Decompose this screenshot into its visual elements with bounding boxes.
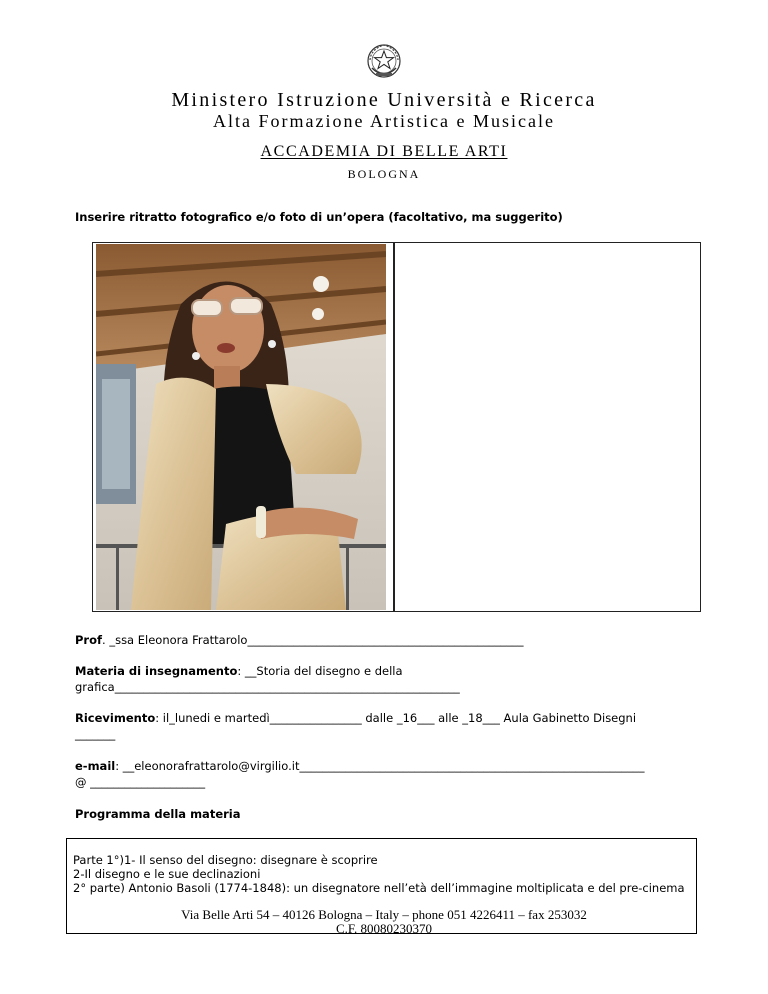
email-value-continued: @ ____________________ <box>75 775 206 789</box>
subject-value-continued: grafica____________________________________________________________ <box>75 680 460 694</box>
office-hours-field <box>75 710 636 726</box>
office-hours-value: : il_lunedi e martedì________________ dalle _16___ alle _18___ Aula Gabinetto Disegni <box>155 711 637 725</box>
subject-field <box>75 663 403 679</box>
program-line: Parte 1°)1- Il senso del disegno: disegnare è scoprire <box>73 853 378 867</box>
portrait-photo <box>96 244 386 610</box>
ministry-subtitle: Alta Formazione Artistica e Musicale <box>213 111 555 131</box>
subject-label: Materia di insegnamento <box>75 664 238 678</box>
photo-table-divider <box>393 242 395 612</box>
email-field <box>75 758 644 774</box>
italian-republic-emblem-icon <box>363 40 405 82</box>
subject-value: : __Storia del disegno e della <box>237 664 403 678</box>
ministry-title: Ministero Istruzione Università e Ricerca <box>171 89 597 111</box>
prof-label: Prof <box>75 633 103 647</box>
program-line: 2° parte) Antonio Basoli (1774-1848): un disegnatore nell’età dell’immagine moltiplicata e del pre-cinema <box>73 881 685 895</box>
photo-instruction: Inserire ritratto fotografico e/o foto di un’opera (facoltativo, ma suggerito) <box>75 210 563 224</box>
academy-title: ACCADEMIA DI BELLE ARTI <box>260 143 508 160</box>
program-line: 2-Il disegno e le sue declinazioni <box>73 867 261 881</box>
office-hours-value-continued: _______ <box>75 727 116 741</box>
footer-tax-code: C.F. 80080230370 <box>335 921 433 936</box>
prof-value: . _ssa Eleonora Frattarolo________________________________________________ <box>102 633 524 647</box>
footer-address: Via Belle Arti 54 – 40126 Bologna – Italy – phone 051 4226411 – fax 253032 <box>181 907 587 922</box>
email-label: e-mail <box>75 759 116 773</box>
academy-city: BOLOGNA <box>347 167 421 181</box>
office-hours-label: Ricevimento <box>75 711 156 725</box>
program-heading: Programma della materia <box>75 807 241 821</box>
email-value: : __eleonorafrattarolo@virgilio.it____________________________________________________________ <box>115 759 645 773</box>
prof-field <box>75 632 523 648</box>
